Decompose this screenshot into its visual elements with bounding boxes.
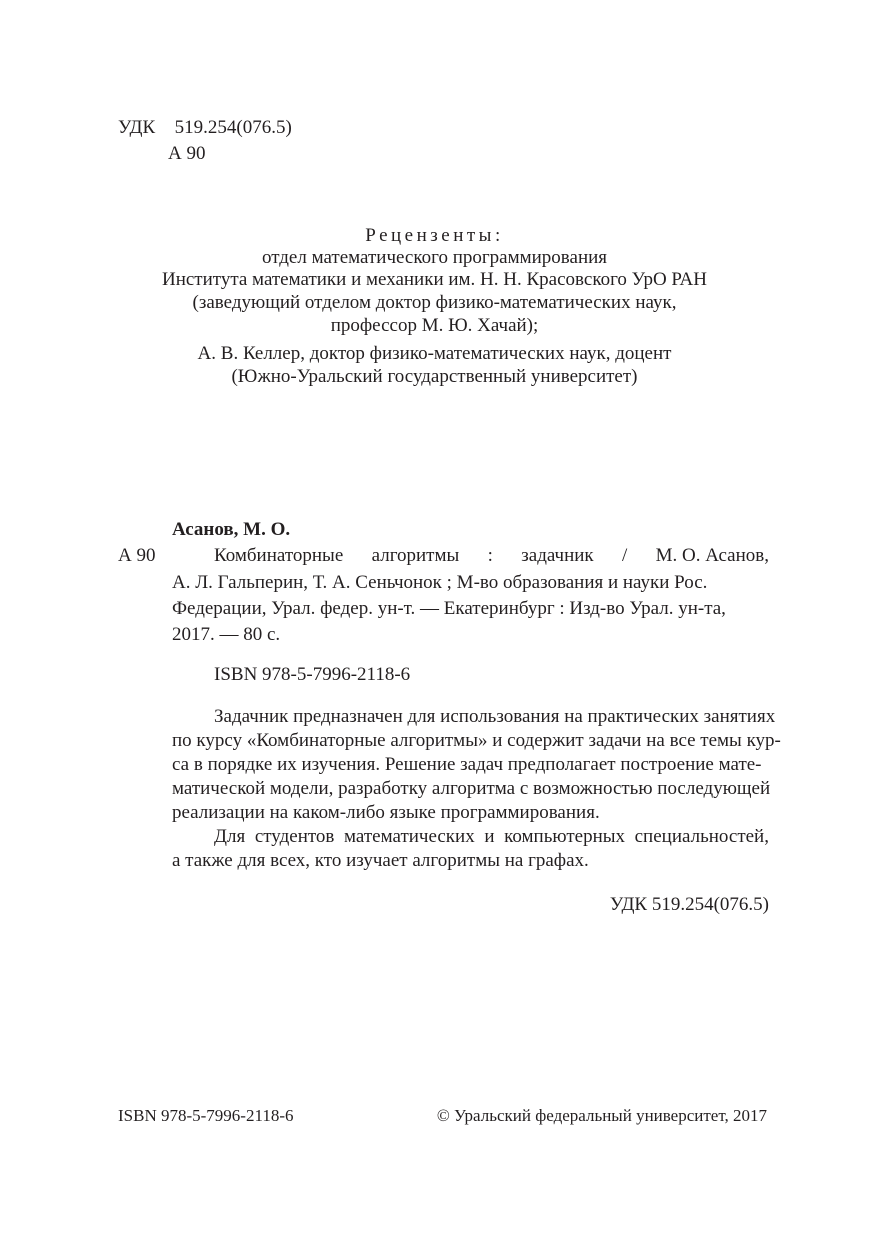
footer-copyright: © Уральский федеральный университет, 2017 bbox=[436, 1106, 767, 1125]
reviewers-line: (Южно-Уральский государственный университет) bbox=[231, 366, 638, 387]
reviewers-line: отдел математического программирования bbox=[261, 247, 608, 268]
catalog-description-line: Федерации, Урал. федер. ун-т. — Екатеринбург : Изд-во Урал. ун-та, bbox=[172, 598, 726, 619]
audience-first-line bbox=[214, 827, 769, 846]
udk-author-mark: А 90 bbox=[168, 143, 206, 164]
annotation-line: по курсу «Комбинаторные алгоритмы» и содержит задачи на все темы кур- bbox=[172, 730, 781, 751]
reviewers-line: А. В. Келлер, доктор физико-математических наук, доцент bbox=[197, 343, 672, 364]
footer-isbn: ISBN 978-5-7996-2118-6 bbox=[118, 1106, 294, 1125]
catalog-word: : bbox=[487, 545, 493, 566]
catalog-word: М. О. Асанов, bbox=[655, 545, 769, 566]
catalog-description-line: 2017. — 80 с. bbox=[172, 624, 281, 645]
annotation-line: матической модели, разработку алгоритма с возможностью последующей bbox=[172, 778, 771, 799]
catalog-word: Комбинаторные bbox=[214, 545, 344, 566]
udk-footer: УДК 519.254(076.5) bbox=[609, 894, 769, 915]
annotation-line: реализации на каком-либо языке программирования. bbox=[172, 802, 600, 823]
annotation-line: са в порядке их изучения. Решение задач предполагает построение мате- bbox=[172, 754, 762, 775]
audience-word: Для bbox=[214, 826, 246, 847]
reviewers-heading: Рецензенты: bbox=[365, 225, 504, 246]
annotation-line: Задачник предназначен для использования на практических занятиях bbox=[214, 706, 776, 727]
catalog-author: Асанов, М. О. bbox=[172, 519, 291, 540]
audience-last-line: а также для всех, кто изучает алгоритмы на графах. bbox=[172, 850, 589, 871]
udk-code: 519.254(076.5) bbox=[174, 117, 292, 138]
udk-label: УДК bbox=[118, 117, 156, 138]
audience-word: специальностей, bbox=[634, 826, 769, 847]
catalog-description-line: А. Л. Гальперин, Т. А. Сеньчонок ; М-во образования и науки Рос. bbox=[172, 572, 708, 593]
audience-word: студентов bbox=[254, 826, 335, 847]
udk-header bbox=[118, 118, 292, 137]
audience-word: компьютерных bbox=[504, 826, 625, 847]
reviewers-line: Института математики и механики им. Н. Н. Красовского УрО РАН bbox=[161, 269, 708, 290]
catalog-mark: А 90 bbox=[118, 545, 156, 566]
catalog-word: алгоритмы bbox=[371, 545, 460, 566]
catalog-word: задачник bbox=[521, 545, 594, 566]
reviewers-line: (заведующий отделом доктор физико-математических наук, bbox=[192, 292, 677, 313]
audience-word: и bbox=[484, 826, 495, 847]
catalog-description-first-line bbox=[214, 546, 769, 565]
catalog-isbn: ISBN 978-5-7996-2118-6 bbox=[214, 664, 411, 685]
catalog-word: / bbox=[622, 545, 628, 566]
reviewers-line: профессор М. Ю. Хачай); bbox=[330, 315, 539, 336]
audience-word: математических bbox=[344, 826, 475, 847]
